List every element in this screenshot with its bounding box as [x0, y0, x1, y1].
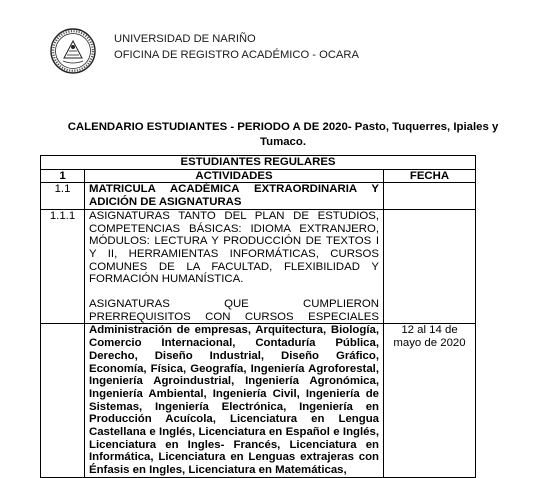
- row-number: 1.1.1: [41, 209, 85, 324]
- table-row: [41, 324, 476, 477]
- row-number: 1.1: [41, 183, 85, 209]
- column-header-row: [41, 169, 476, 183]
- row-activity-secondary: ASIGNATURAS QUE CUMPLIERON PRERREQUISITOS CON CURSOS ESPECIALES: [89, 298, 379, 323]
- row-activity: ASIGNATURAS TANTO DEL PLAN DE ESTUDIOS, COMPETENCIAS BÁSICAS: IDIOMA EXTRANJERO, MÓDULOS: LECTURA Y PRODUCCIÓN DE TEXTOS I Y II, HERRAMIENTAS INFORMÁTICAS, CURSOS COMUNES DE LA FACULTAD, FLEXIBILIDAD Y FORMACIÓN HUMANÍSTICA.: [89, 209, 379, 286]
- university-seal-icon: [50, 28, 96, 74]
- row-activity-cell: [85, 209, 384, 324]
- row-activity: Administración de empresas, Arquitectura, Biología, Comercio Internacional, Contaduría Pública, Derecho, Diseño Industrial, Diseño Gráfico, Economía, Física, Geografía, Ingeniería Agroforestal, Ingeniería Agroindustrial, Ingeniería Agronómica, Ingeniería Ambiental, Ingeniería Civil, Ingeniería de Sistemas, Ingeniería Electrónica, Ingeniería en Producción Acuícola, Licenciatura en Lengua Castellana e Inglés, Licenciatura en Español e Inglés, Licenciatura en Ingles- Francés, Licenciatura en Informática, Licenciatura en Lenguas extrajeras con Énfasis en Ingles, Licenciatura en Matemáticas,: [85, 324, 384, 477]
- document-title: CALENDARIO ESTUDIANTES - PERIODO A DE 2020- Pasto, Tuquerres, Ipiales y Tumaco.: [67, 121, 499, 148]
- column-header-date: FECHA: [384, 169, 476, 183]
- section-header-row: [41, 156, 476, 170]
- row-date: [384, 209, 476, 324]
- row-activity: MATRICULA ACADÉMICA EXTRAORDINARIA Y ADICIÓN DE ASIGNATURAS: [85, 183, 384, 209]
- institution-name: UNIVERSIDAD DE NARIÑO: [114, 33, 256, 45]
- calendar-table: [40, 155, 476, 478]
- letterhead: [114, 31, 359, 63]
- column-header-number: 1: [41, 169, 85, 183]
- row-date: [384, 183, 476, 209]
- row-number: [41, 324, 85, 477]
- table-row: [41, 183, 476, 209]
- office-name: OFICINA DE REGISTRO ACADÉMICO - OCARA: [114, 49, 359, 61]
- section-title: ESTUDIANTES REGULARES: [41, 156, 476, 170]
- table-row: [41, 209, 476, 324]
- row-date: 12 al 14 de mayo de 2020: [384, 324, 476, 477]
- column-header-activities: ACTIVIDADES: [85, 169, 384, 183]
